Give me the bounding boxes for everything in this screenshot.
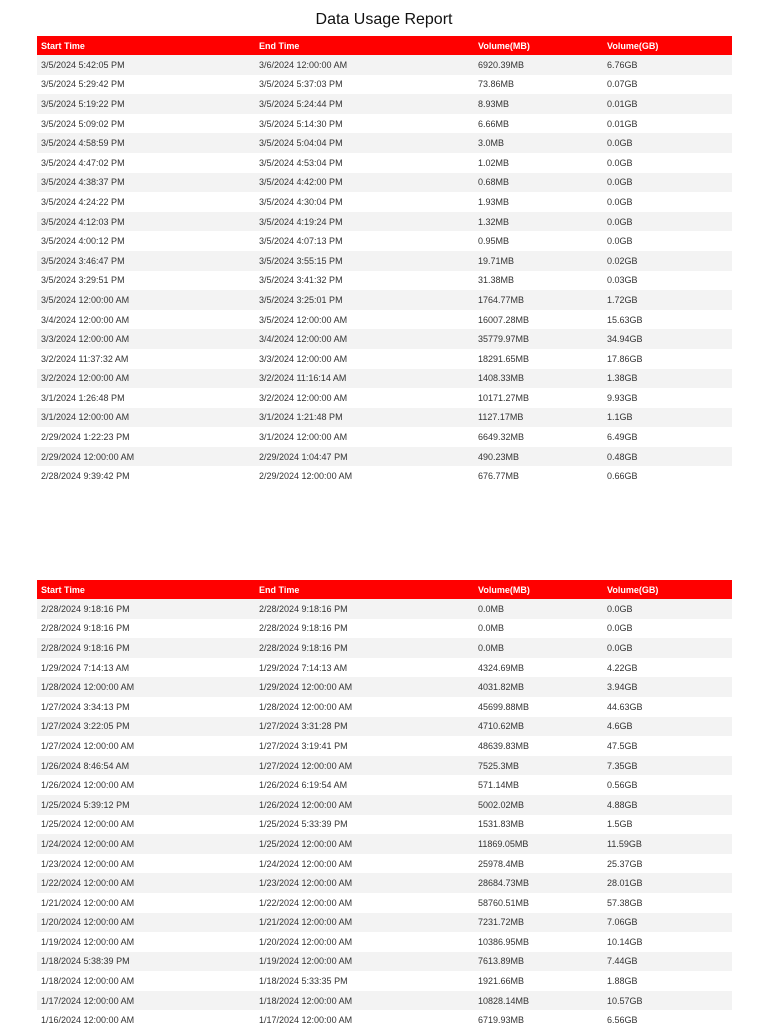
cell-volume-mb: 10386.95MB (474, 932, 603, 952)
cell-volume-mb: 73.86MB (474, 75, 603, 95)
cell-start-time: 1/28/2024 12:00:00 AM (37, 677, 255, 697)
table-row (37, 192, 732, 212)
header-start-time: Start Time (37, 580, 255, 599)
table-row (37, 717, 732, 737)
cell-volume-mb: 0.0MB (474, 619, 603, 639)
cell-end-time: 1/27/2024 12:00:00 AM (255, 756, 474, 776)
cell-end-time: 1/27/2024 3:19:41 PM (255, 736, 474, 756)
cell-volume-mb: 7525.3MB (474, 756, 603, 776)
cell-volume-mb: 45699.88MB (474, 697, 603, 717)
cell-volume-gb: 0.0GB (603, 638, 732, 658)
cell-volume-gb: 7.44GB (603, 952, 732, 972)
cell-start-time: 1/27/2024 3:22:05 PM (37, 717, 255, 737)
cell-volume-gb: 0.66GB (603, 466, 732, 486)
cell-volume-gb: 10.14GB (603, 932, 732, 952)
cell-start-time: 1/22/2024 12:00:00 AM (37, 873, 255, 893)
table-row (37, 212, 732, 232)
cell-end-time: 2/29/2024 1:04:47 PM (255, 447, 474, 467)
cell-end-time: 1/22/2024 12:00:00 AM (255, 893, 474, 913)
cell-start-time: 3/5/2024 4:24:22 PM (37, 192, 255, 212)
cell-start-time: 1/16/2024 12:00:00 AM (37, 1010, 255, 1030)
cell-end-time: 3/5/2024 5:14:30 PM (255, 114, 474, 134)
table-row (37, 1010, 732, 1030)
cell-volume-gb: 15.63GB (603, 310, 732, 330)
cell-start-time: 1/29/2024 7:14:13 AM (37, 658, 255, 678)
cell-volume-gb: 0.0GB (603, 153, 732, 173)
cell-volume-gb: 4.88GB (603, 795, 732, 815)
cell-end-time: 1/24/2024 12:00:00 AM (255, 854, 474, 874)
cell-start-time: 2/29/2024 12:00:00 AM (37, 447, 255, 467)
cell-start-time: 3/2/2024 11:37:32 AM (37, 349, 255, 369)
cell-volume-mb: 6719.93MB (474, 1010, 603, 1030)
cell-volume-gb: 3.94GB (603, 677, 732, 697)
cell-volume-gb: 0.02GB (603, 251, 732, 271)
cell-end-time: 3/5/2024 4:07:13 PM (255, 231, 474, 251)
table-row (37, 329, 732, 349)
table-row (37, 795, 732, 815)
cell-end-time: 3/1/2024 12:00:00 AM (255, 427, 474, 447)
table-row (37, 677, 732, 697)
cell-end-time: 3/2/2024 11:16:14 AM (255, 369, 474, 389)
cell-end-time: 1/26/2024 6:19:54 AM (255, 775, 474, 795)
table-body (37, 55, 732, 486)
cell-end-time: 3/5/2024 5:37:03 PM (255, 75, 474, 95)
header-start-time: Start Time (37, 36, 255, 55)
table-row (37, 290, 732, 310)
cell-volume-mb: 7613.89MB (474, 952, 603, 972)
table-row (37, 369, 732, 389)
table-row (37, 599, 732, 619)
cell-start-time: 3/5/2024 12:00:00 AM (37, 290, 255, 310)
cell-volume-mb: 11869.05MB (474, 834, 603, 854)
cell-end-time: 2/28/2024 9:18:16 PM (255, 619, 474, 639)
cell-start-time: 1/23/2024 12:00:00 AM (37, 854, 255, 874)
cell-volume-mb: 3.0MB (474, 133, 603, 153)
cell-end-time: 2/29/2024 12:00:00 AM (255, 466, 474, 486)
cell-volume-mb: 0.95MB (474, 231, 603, 251)
cell-volume-gb: 7.06GB (603, 913, 732, 933)
table-row (37, 114, 732, 134)
cell-volume-gb: 1.38GB (603, 369, 732, 389)
cell-start-time: 3/5/2024 3:29:51 PM (37, 271, 255, 291)
cell-volume-gb: 28.01GB (603, 873, 732, 893)
cell-volume-mb: 1764.77MB (474, 290, 603, 310)
table-row (37, 658, 732, 678)
cell-volume-gb: 10.57GB (603, 991, 732, 1011)
header-end-time: End Time (255, 36, 474, 55)
cell-volume-gb: 1.5GB (603, 815, 732, 835)
cell-volume-mb: 18291.65MB (474, 349, 603, 369)
cell-volume-gb: 0.0GB (603, 231, 732, 251)
cell-volume-mb: 1.02MB (474, 153, 603, 173)
cell-volume-gb: 34.94GB (603, 329, 732, 349)
cell-start-time: 1/18/2024 5:38:39 PM (37, 952, 255, 972)
cell-volume-mb: 0.68MB (474, 173, 603, 193)
cell-end-time: 1/20/2024 12:00:00 AM (255, 932, 474, 952)
cell-start-time: 3/5/2024 4:38:37 PM (37, 173, 255, 193)
cell-volume-mb: 16007.28MB (474, 310, 603, 330)
cell-end-time: 3/4/2024 12:00:00 AM (255, 329, 474, 349)
cell-start-time: 3/4/2024 12:00:00 AM (37, 310, 255, 330)
cell-volume-mb: 6920.39MB (474, 55, 603, 75)
cell-volume-mb: 0.0MB (474, 599, 603, 619)
cell-volume-mb: 0.0MB (474, 638, 603, 658)
table-row (37, 775, 732, 795)
cell-volume-mb: 7231.72MB (474, 913, 603, 933)
table-row (37, 638, 732, 658)
cell-end-time: 1/18/2024 12:00:00 AM (255, 991, 474, 1011)
cell-start-time: 1/25/2024 12:00:00 AM (37, 815, 255, 835)
table-row (37, 971, 732, 991)
cell-end-time: 3/5/2024 4:30:04 PM (255, 192, 474, 212)
cell-start-time: 3/5/2024 3:46:47 PM (37, 251, 255, 271)
table-row (37, 466, 732, 486)
table-body (37, 599, 732, 1030)
table-row (37, 427, 732, 447)
table-row (37, 173, 732, 193)
cell-end-time: 1/19/2024 12:00:00 AM (255, 952, 474, 972)
cell-end-time: 3/3/2024 12:00:00 AM (255, 349, 474, 369)
cell-volume-gb: 4.6GB (603, 717, 732, 737)
cell-volume-mb: 1531.83MB (474, 815, 603, 835)
cell-end-time: 3/5/2024 3:25:01 PM (255, 290, 474, 310)
table-row (37, 619, 732, 639)
header-volume-mb: Volume(MB) (474, 580, 603, 599)
cell-end-time: 1/18/2024 5:33:35 PM (255, 971, 474, 991)
cell-volume-gb: 0.01GB (603, 114, 732, 134)
cell-start-time: 2/28/2024 9:39:42 PM (37, 466, 255, 486)
usage-table-1 (37, 36, 732, 486)
cell-volume-gb: 6.49GB (603, 427, 732, 447)
cell-end-time: 1/25/2024 5:33:39 PM (255, 815, 474, 835)
table-row (37, 756, 732, 776)
cell-end-time: 3/6/2024 12:00:00 AM (255, 55, 474, 75)
cell-volume-mb: 28684.73MB (474, 873, 603, 893)
cell-start-time: 1/19/2024 12:00:00 AM (37, 932, 255, 952)
table-row (37, 854, 732, 874)
cell-volume-mb: 10171.27MB (474, 388, 603, 408)
header-end-time: End Time (255, 580, 474, 599)
header-volume-gb: Volume(GB) (603, 36, 732, 55)
cell-volume-gb: 44.63GB (603, 697, 732, 717)
cell-volume-mb: 571.14MB (474, 775, 603, 795)
cell-end-time: 1/21/2024 12:00:00 AM (255, 913, 474, 933)
cell-start-time: 3/1/2024 1:26:48 PM (37, 388, 255, 408)
cell-volume-mb: 31.38MB (474, 271, 603, 291)
table-row (37, 697, 732, 717)
cell-start-time: 3/1/2024 12:00:00 AM (37, 408, 255, 428)
cell-end-time: 1/17/2024 12:00:00 AM (255, 1010, 474, 1030)
header-volume-mb: Volume(MB) (474, 36, 603, 55)
table-row (37, 873, 732, 893)
table-header-row (37, 580, 732, 599)
table-row (37, 94, 732, 114)
cell-start-time: 3/5/2024 5:09:02 PM (37, 114, 255, 134)
table-row (37, 251, 732, 271)
cell-volume-gb: 0.07GB (603, 75, 732, 95)
cell-volume-gb: 11.59GB (603, 834, 732, 854)
cell-volume-mb: 5002.02MB (474, 795, 603, 815)
cell-volume-gb: 0.56GB (603, 775, 732, 795)
table-row (37, 991, 732, 1011)
cell-end-time: 2/28/2024 9:18:16 PM (255, 599, 474, 619)
cell-volume-gb: 0.0GB (603, 619, 732, 639)
cell-volume-mb: 35779.97MB (474, 329, 603, 349)
cell-volume-gb: 4.22GB (603, 658, 732, 678)
table-row (37, 349, 732, 369)
table-row (37, 310, 732, 330)
cell-end-time: 1/26/2024 12:00:00 AM (255, 795, 474, 815)
cell-start-time: 3/5/2024 5:29:42 PM (37, 75, 255, 95)
cell-volume-gb: 0.0GB (603, 599, 732, 619)
cell-start-time: 2/28/2024 9:18:16 PM (37, 638, 255, 658)
cell-volume-mb: 4324.69MB (474, 658, 603, 678)
table-row (37, 736, 732, 756)
cell-end-time: 3/5/2024 3:55:15 PM (255, 251, 474, 271)
cell-end-time: 3/5/2024 3:41:32 PM (255, 271, 474, 291)
cell-start-time: 3/5/2024 4:58:59 PM (37, 133, 255, 153)
table-header-row (37, 36, 732, 55)
cell-end-time: 3/5/2024 4:53:04 PM (255, 153, 474, 173)
cell-start-time: 3/5/2024 5:19:22 PM (37, 94, 255, 114)
cell-end-time: 3/5/2024 12:00:00 AM (255, 310, 474, 330)
cell-volume-gb: 0.0GB (603, 173, 732, 193)
cell-volume-gb: 0.03GB (603, 271, 732, 291)
table-row (37, 133, 732, 153)
cell-volume-gb: 7.35GB (603, 756, 732, 776)
cell-volume-gb: 0.48GB (603, 447, 732, 467)
cell-start-time: 1/17/2024 12:00:00 AM (37, 991, 255, 1011)
cell-volume-gb: 25.37GB (603, 854, 732, 874)
cell-volume-gb: 57.38GB (603, 893, 732, 913)
cell-start-time: 3/5/2024 4:12:03 PM (37, 212, 255, 232)
cell-volume-mb: 48639.83MB (474, 736, 603, 756)
cell-volume-mb: 6649.32MB (474, 427, 603, 447)
cell-volume-mb: 1408.33MB (474, 369, 603, 389)
cell-end-time: 3/5/2024 5:24:44 PM (255, 94, 474, 114)
header-volume-gb: Volume(GB) (603, 580, 732, 599)
cell-start-time: 1/26/2024 8:46:54 AM (37, 756, 255, 776)
cell-volume-mb: 4710.62MB (474, 717, 603, 737)
table-row (37, 834, 732, 854)
cell-end-time: 1/23/2024 12:00:00 AM (255, 873, 474, 893)
report-title: Data Usage Report (315, 11, 453, 28)
table-row (37, 815, 732, 835)
table-row (37, 893, 732, 913)
cell-start-time: 3/5/2024 4:47:02 PM (37, 153, 255, 173)
cell-end-time: 3/5/2024 4:42:00 PM (255, 173, 474, 193)
cell-start-time: 1/18/2024 12:00:00 AM (37, 971, 255, 991)
table-row (37, 388, 732, 408)
cell-volume-mb: 1.32MB (474, 212, 603, 232)
table-row (37, 55, 732, 75)
cell-volume-mb: 1.93MB (474, 192, 603, 212)
cell-volume-gb: 0.0GB (603, 212, 732, 232)
cell-volume-gb: 1.72GB (603, 290, 732, 310)
cell-end-time: 1/29/2024 7:14:13 AM (255, 658, 474, 678)
cell-volume-mb: 4031.82MB (474, 677, 603, 697)
cell-start-time: 1/27/2024 12:00:00 AM (37, 736, 255, 756)
cell-start-time: 3/2/2024 12:00:00 AM (37, 369, 255, 389)
cell-volume-mb: 676.77MB (474, 466, 603, 486)
cell-volume-mb: 490.23MB (474, 447, 603, 467)
table-row (37, 932, 732, 952)
table-row (37, 231, 732, 251)
cell-volume-mb: 8.93MB (474, 94, 603, 114)
cell-start-time: 2/29/2024 1:22:23 PM (37, 427, 255, 447)
table-row (37, 75, 732, 95)
cell-start-time: 2/28/2024 9:18:16 PM (37, 619, 255, 639)
cell-end-time: 3/2/2024 12:00:00 AM (255, 388, 474, 408)
cell-volume-gb: 6.76GB (603, 55, 732, 75)
table-row (37, 447, 732, 467)
cell-volume-gb: 6.56GB (603, 1010, 732, 1030)
cell-volume-mb: 10828.14MB (474, 991, 603, 1011)
cell-volume-gb: 0.01GB (603, 94, 732, 114)
cell-start-time: 3/5/2024 4:00:12 PM (37, 231, 255, 251)
cell-start-time: 1/24/2024 12:00:00 AM (37, 834, 255, 854)
cell-start-time: 1/27/2024 3:34:13 PM (37, 697, 255, 717)
table-row (37, 153, 732, 173)
cell-start-time: 3/5/2024 5:42:05 PM (37, 55, 255, 75)
cell-volume-mb: 6.66MB (474, 114, 603, 134)
table-row (37, 408, 732, 428)
cell-end-time: 1/29/2024 12:00:00 AM (255, 677, 474, 697)
cell-end-time: 3/1/2024 1:21:48 PM (255, 408, 474, 428)
table-row (37, 271, 732, 291)
cell-end-time: 2/28/2024 9:18:16 PM (255, 638, 474, 658)
cell-volume-mb: 25978.4MB (474, 854, 603, 874)
cell-end-time: 3/5/2024 5:04:04 PM (255, 133, 474, 153)
cell-volume-gb: 9.93GB (603, 388, 732, 408)
cell-end-time: 3/5/2024 4:19:24 PM (255, 212, 474, 232)
cell-end-time: 1/28/2024 12:00:00 AM (255, 697, 474, 717)
cell-volume-gb: 1.88GB (603, 971, 732, 991)
usage-table-2 (37, 580, 732, 1030)
table-row (37, 913, 732, 933)
cell-volume-gb: 1.1GB (603, 408, 732, 428)
cell-start-time: 1/20/2024 12:00:00 AM (37, 913, 255, 933)
cell-start-time: 2/28/2024 9:18:16 PM (37, 599, 255, 619)
cell-volume-gb: 0.0GB (603, 192, 732, 212)
cell-volume-gb: 17.86GB (603, 349, 732, 369)
cell-end-time: 1/25/2024 12:00:00 AM (255, 834, 474, 854)
cell-volume-mb: 1127.17MB (474, 408, 603, 428)
cell-start-time: 1/21/2024 12:00:00 AM (37, 893, 255, 913)
cell-volume-gb: 0.0GB (603, 133, 732, 153)
cell-volume-mb: 19.71MB (474, 251, 603, 271)
cell-volume-mb: 58760.51MB (474, 893, 603, 913)
cell-start-time: 3/3/2024 12:00:00 AM (37, 329, 255, 349)
cell-start-time: 1/26/2024 12:00:00 AM (37, 775, 255, 795)
cell-volume-mb: 1921.66MB (474, 971, 603, 991)
cell-start-time: 1/25/2024 5:39:12 PM (37, 795, 255, 815)
cell-end-time: 1/27/2024 3:31:28 PM (255, 717, 474, 737)
cell-volume-gb: 47.5GB (603, 736, 732, 756)
table-row (37, 952, 732, 972)
